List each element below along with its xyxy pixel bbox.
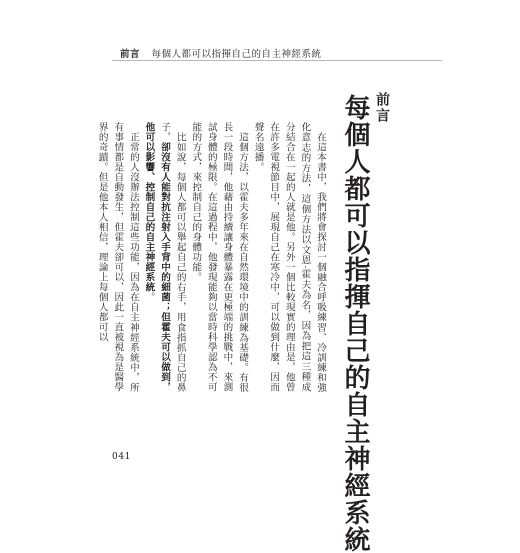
paragraph-3 [141,122,188,392]
paragraph-3-tail: 。 [143,292,155,302]
running-head-section: 前言 [120,49,141,60]
header-rule [112,60,442,61]
body-text [96,122,328,392]
paragraph-4: 正常的人沒辦法控制這些功能，因為在自主神經系統中，所有事情都是自動發生，但霍夫卻可以，因此一直被視為是醫學界的奇蹟。但是他本人相信，理論上每個人都可以 [96,122,139,392]
paragraph-3-emphasis: 卻沒有人能對抗注射入手背中的細菌；但霍夫可以做到，他可以影響、控制自己的自主神經系統 [143,122,171,392]
page-number: 041 [112,452,131,462]
chapter-title: 每個人都可以指揮自己的自主神經系統 [340,94,370,553]
chapter-label: 前言 [374,92,390,124]
running-head [120,46,322,60]
paragraph-2: 這個方法，以霍夫多年來在自然環境中的訓練為基礎。有很長一段時間，他藉由持續讓身體暴露在更極端的挑戰中，來測試身體的極限。在這過程中，他發現能夠以當時科學認為不可能的方式，來控制自己的身體功能。 [190,122,249,392]
running-head-title: 每個人都可以指揮自己的自主神經系統 [151,49,322,60]
paragraph-3-lead: 比如說，每個人都可以舉起自己的右手，用食指抓自己的鼻子， [159,122,186,392]
paragraph-1: 在這本書中，我們將會探討一個融合呼吸練習、冷訓練和強化意志的方法，這個方法以文恩·霍夫為名，因為把這三種成分結合在一起的人就是他。另外一個比較現實的理由是，他曾在許多電視節目中，展現自己在寒冷中，可以做到什麼，因而聲名遠播。 [252,122,326,392]
